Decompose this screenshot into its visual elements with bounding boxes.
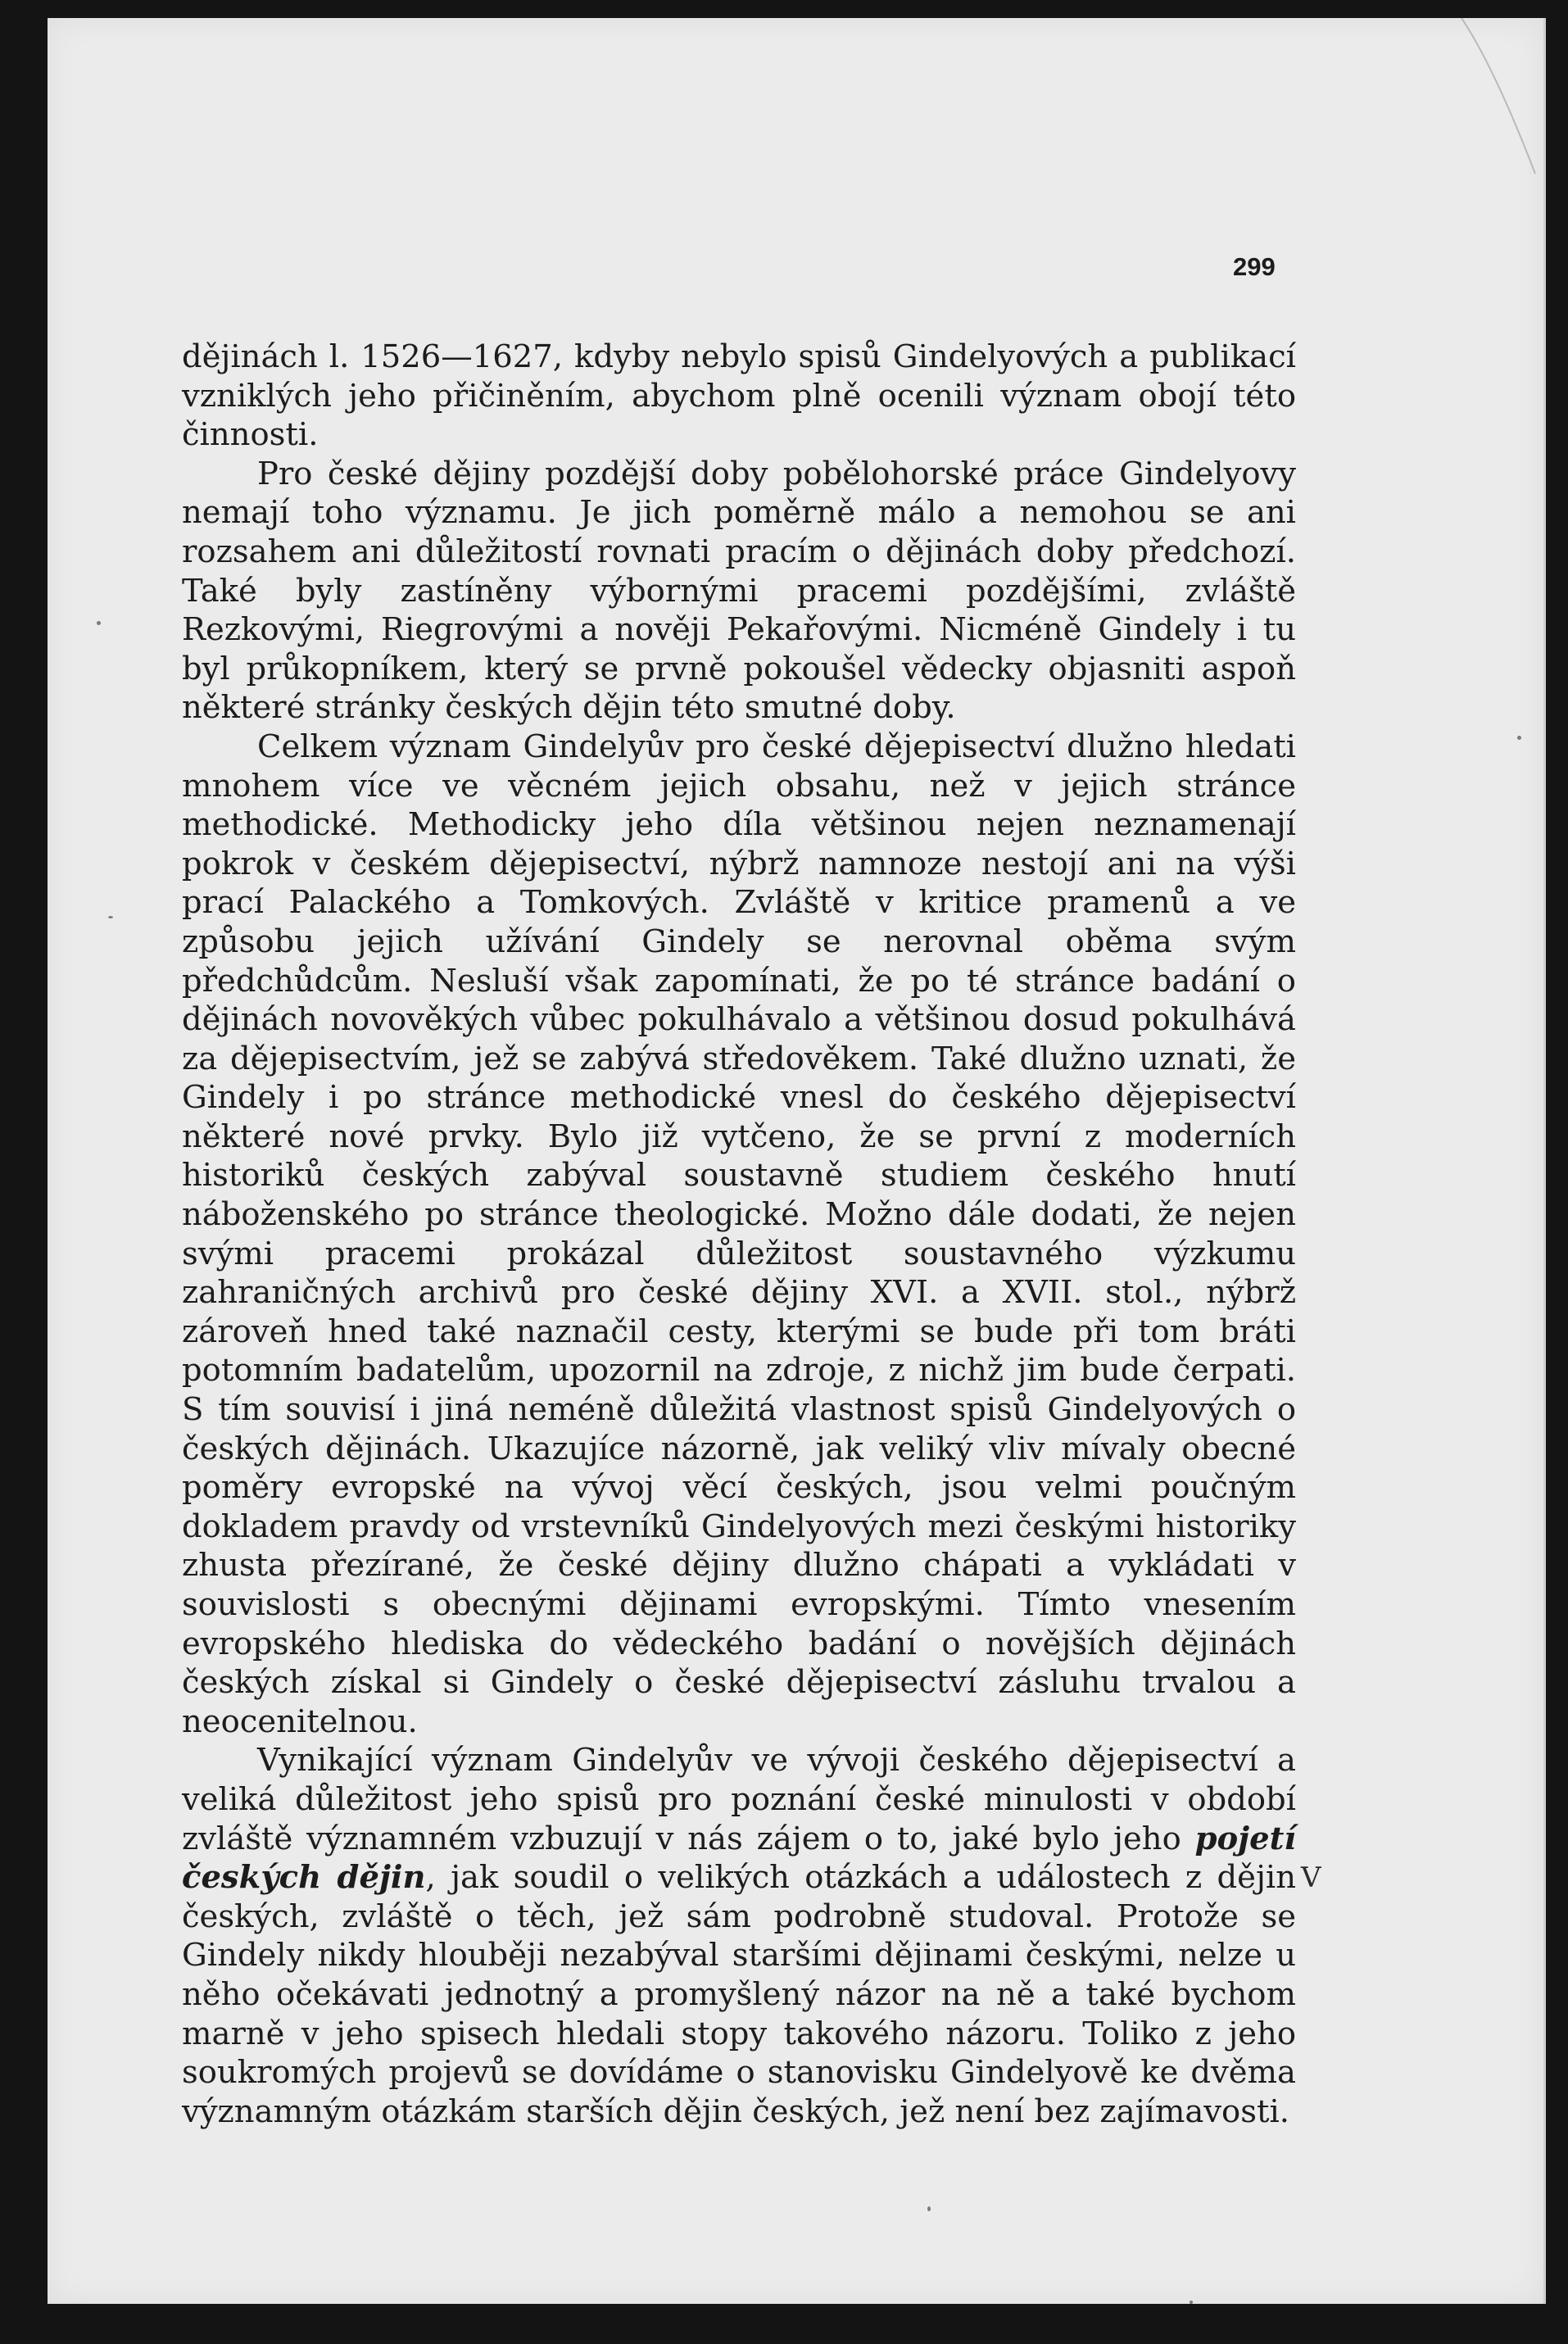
page-crease-mark [1445,18,1543,182]
paragraph-text: Vynikající význam Gindelyův ve vývoji českého dějepisectví a veliká důležitost jeho spisů pro poznání české minulosti v období zvláště významném vzbuzují v nás zájem o to, jaké bylo jeho [182,1742,1296,1857]
paragraph-text: dějinách l. 1526—1627, kdyby nebylo spisů Gindelyových a publikací vzniklých jeho přičiněním, abychom plně ocenili význam obojí této činnosti. [182,338,1296,454]
paragraph-text: , jak soudil o velikých otázkách a událostech z dějin českých, zvláště o těch, jež sám podrobně studoval. Protože se Gindely nikdy hlouběji nezabýval staršími dějinami českými, nelze u něho očekávati jednotný a promyšlený názor na ně a také bychom marně v jeho spisech hledali stopy takového názoru. Toliko z jeho soukromých projevů se dovídáme o stanovisku Gindelyově ke dvěma významným otázkám starších dějin českých, jež není bez zajímavosti. [182,1859,1296,2130]
emphasized-text: pojetí českých dějin [182,1820,1296,1897]
paragraph [182,728,1296,1741]
paragraph-text: Pro české dějiny pozdější doby pobělohorské práce Gindelyovy nemají toho významu. Je jich poměrně málo a nemohou se ani rozsahem ani důležitostí rovnati pracím o dějinách doby předchozí. Také byly zastíněny výbornými pracemi pozdějšími, zvláště Rezkovými, Riegrovými a nověji Pekařovými. Nicméně Gindely i tu byl průkopníkem, který se prvně pokoušel vědecky objasniti aspoň některé stránky českých dějin této smutné doby. [182,455,1296,727]
page-number: 299 [1233,252,1276,281]
paragraph [182,338,1296,455]
dust-speck [927,2206,931,2211]
margin-annotation: V [1301,1861,1321,1894]
paragraph [182,1741,1296,2131]
dust-speck [1517,736,1521,740]
dust-speck [108,916,113,918]
dust-speck [97,621,101,625]
paragraph-text: Celkem význam Gindelyův pro české dějepisectví dlužno hledati mnohem více ve věcném jejich obsahu, než v jejich stránce methodické. Methodicky jeho díla většinou nejen neznamenají pokrok v českém dějepisectví, nýbrž namnoze nestojí ani na výši prací Palackého a Tomkových. Zvláště v kritice pramenů a ve způsobu jejich užívání Gindely se nerovnal oběma svým předchůdcům. Nesluší však zapomínati, že po té stránce badání o dějinách novověkých vůbec pokulhávalo a většinou dosud pokulhává za dějepisectvím, jež se zabývá středověkem. Také dlužno uznati, že Gindely i po stránce methodické vnesl do českého dějepisectví některé nové prvky. Bylo již vytčeno, že se první z moderních historiků českých zabýval soustavně studiem českého hnutí náboženského po stránce theologické. Možno dále dodati, že nejen svými pracemi prokázal důležitost soustavného výzkumu zahraničných archivů pro české dějiny XVI. a XVII. stol., nýbrž zároveň hned také naznačil cesty, kterými se bude při tom bráti potomním badatelům, upozornil na zdroje, z nichž jim bude čerpati. S tím souvisí i jiná neméně důležitá vlastnost spisů Gindelyových o českých dějinách. Ukazujíce názorně, jak veliký vliv mívaly obecné poměry evropské na vývoj věcí českých, jsou velmi poučným dokladem pravdy od vrstevníků Gindelyových mezi českými historiky zhusta přezírané, že české dějiny dlužno chápati a vykládati v souvislosti s obecnými dějinami evropskými. Tímto vnesením evropského hlediska do vědeckého badání o novějších dějinách českých získal si Gindely o české dějepisectví zásluhu trvalou a neocenitelnou. [182,728,1296,1740]
paragraph [182,455,1296,728]
main-text [182,338,1296,2131]
dust-speck [1190,2301,1193,2304]
